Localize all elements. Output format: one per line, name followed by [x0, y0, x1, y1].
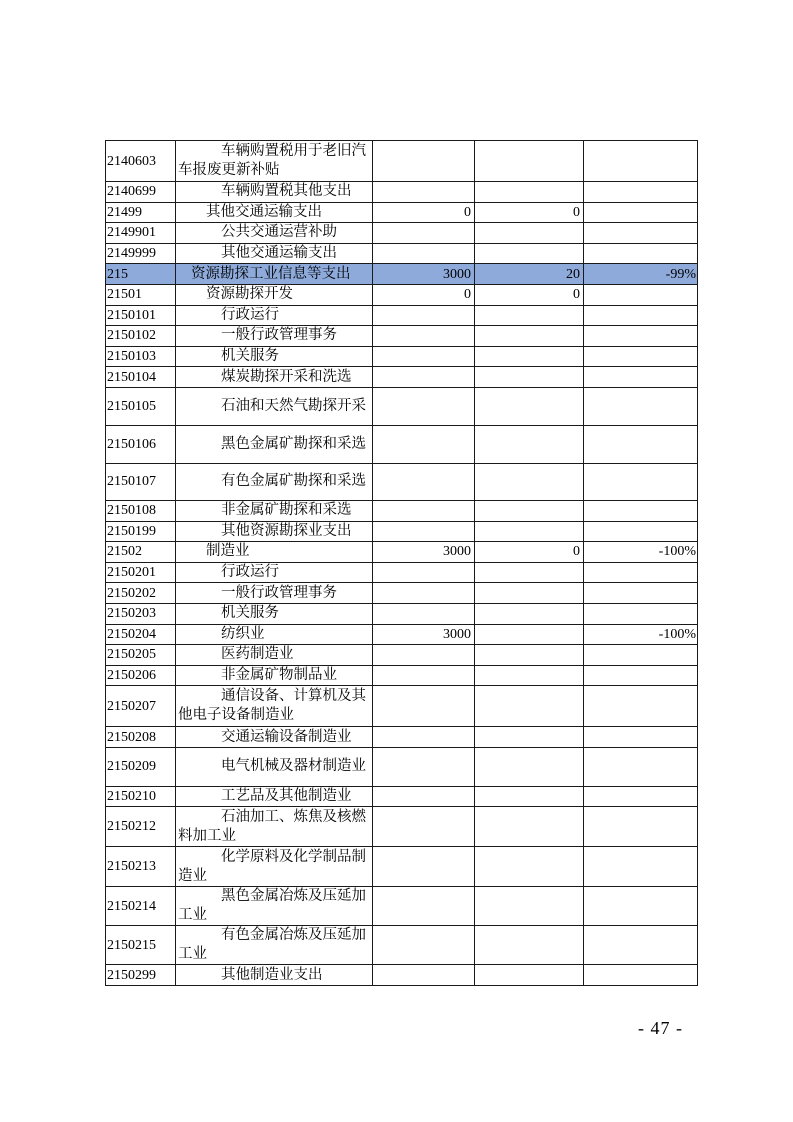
table-row — [106, 367, 698, 388]
change-cell — [584, 182, 698, 203]
table-row — [106, 141, 698, 182]
value1-cell — [373, 305, 475, 326]
name-cell: 行政运行 — [176, 305, 373, 326]
code-cell: 21502 — [106, 542, 176, 563]
code-cell: 2150103 — [106, 346, 176, 367]
change-cell — [584, 141, 698, 182]
name-cell: 非金属矿物制品业 — [176, 665, 373, 686]
name-cell: 黑色金属冶炼及压延加工业 — [176, 887, 373, 926]
code-cell: 2150204 — [106, 624, 176, 645]
value2-cell — [475, 665, 584, 686]
value2-cell — [475, 223, 584, 244]
value2-cell — [475, 786, 584, 807]
table-row — [106, 747, 698, 786]
name-cell: 其他交通运输支出 — [176, 243, 373, 264]
table-row — [106, 346, 698, 367]
change-cell — [584, 786, 698, 807]
change-cell — [584, 562, 698, 583]
name-cell: 交通运输设备制造业 — [176, 727, 373, 748]
table-row — [106, 786, 698, 807]
value1-cell: 0 — [373, 284, 475, 305]
table-row — [106, 284, 698, 305]
name-cell: 石油加工、炼焦及核燃料加工业 — [176, 807, 373, 847]
value1-cell: 3000 — [373, 264, 475, 285]
name-cell: 行政运行 — [176, 562, 373, 583]
value1-cell — [373, 603, 475, 624]
value2-cell — [475, 326, 584, 347]
change-cell — [584, 284, 698, 305]
value1-cell — [373, 926, 475, 965]
change-cell: -100% — [584, 624, 698, 645]
name-cell: 一般行政管理事务 — [176, 326, 373, 347]
name-cell: 车辆购置税其他支出 — [176, 182, 373, 203]
change-cell — [584, 727, 698, 748]
value1-cell — [373, 367, 475, 388]
code-cell: 2150212 — [106, 807, 176, 847]
table-row — [106, 223, 698, 244]
change-cell — [584, 202, 698, 223]
change-cell — [584, 747, 698, 786]
table-row — [106, 807, 698, 847]
change-cell — [584, 887, 698, 926]
change-cell — [584, 463, 698, 500]
change-cell — [584, 326, 698, 347]
table-row — [106, 202, 698, 223]
value1-cell — [373, 727, 475, 748]
name-cell: 资源勘探工业信息等支出 — [176, 264, 373, 285]
change-cell — [584, 603, 698, 624]
value1-cell — [373, 141, 475, 182]
table-row — [106, 624, 698, 645]
code-cell: 2150102 — [106, 326, 176, 347]
value2-cell — [475, 562, 584, 583]
change-cell — [584, 367, 698, 388]
value2-cell — [475, 387, 584, 425]
expenditure-table — [105, 140, 698, 986]
name-cell: 医药制造业 — [176, 645, 373, 666]
change-cell — [584, 346, 698, 367]
change-cell — [584, 243, 698, 264]
code-cell: 2140603 — [106, 141, 176, 182]
value1-cell: 0 — [373, 202, 475, 223]
change-cell — [584, 500, 698, 521]
table-row — [106, 182, 698, 203]
code-cell: 2150203 — [106, 603, 176, 624]
value2-cell — [475, 243, 584, 264]
value2-cell — [475, 367, 584, 388]
table-row — [106, 542, 698, 563]
table-row — [106, 926, 698, 965]
value1-cell — [373, 665, 475, 686]
value1-cell — [373, 182, 475, 203]
expenditure-table-body — [106, 141, 698, 986]
value2-cell — [475, 521, 584, 542]
name-cell: 电气机械及器材制造业 — [176, 747, 373, 786]
value2-cell — [475, 346, 584, 367]
value1-cell: 3000 — [373, 624, 475, 645]
change-cell — [584, 645, 698, 666]
code-cell: 2150299 — [106, 965, 176, 986]
code-cell: 2149901 — [106, 223, 176, 244]
name-cell: 非金属矿勘探和采选 — [176, 500, 373, 521]
change-cell — [584, 521, 698, 542]
value1-cell — [373, 747, 475, 786]
value2-cell — [475, 686, 584, 727]
table-row — [106, 305, 698, 326]
change-cell — [584, 305, 698, 326]
name-cell: 其他资源勘探业支出 — [176, 521, 373, 542]
code-cell: 21501 — [106, 284, 176, 305]
value1-cell — [373, 326, 475, 347]
table-row — [106, 264, 698, 285]
code-cell: 2150215 — [106, 926, 176, 965]
name-cell: 通信设备、计算机及其他电子设备制造业 — [176, 686, 373, 727]
value2-cell — [475, 603, 584, 624]
table-row — [106, 727, 698, 748]
code-cell: 215 — [106, 264, 176, 285]
value1-cell — [373, 243, 475, 264]
table-row — [106, 562, 698, 583]
value2-cell — [475, 583, 584, 604]
change-cell — [584, 425, 698, 463]
code-cell: 2150106 — [106, 425, 176, 463]
change-cell — [584, 387, 698, 425]
change-cell — [584, 965, 698, 986]
name-cell: 公共交通运营补助 — [176, 223, 373, 244]
value1-cell — [373, 887, 475, 926]
change-cell: -99% — [584, 264, 698, 285]
name-cell: 工艺品及其他制造业 — [176, 786, 373, 807]
value2-cell — [475, 305, 584, 326]
value2-cell — [475, 847, 584, 887]
value2-cell: 20 — [475, 264, 584, 285]
table-row — [106, 603, 698, 624]
table-row — [106, 645, 698, 666]
name-cell: 有色金属冶炼及压延加工业 — [176, 926, 373, 965]
table-row — [106, 583, 698, 604]
table-row — [106, 463, 698, 500]
table-row — [106, 387, 698, 425]
value2-cell: 0 — [475, 284, 584, 305]
value2-cell — [475, 182, 584, 203]
code-cell: 2150108 — [106, 500, 176, 521]
name-cell: 有色金属矿勘探和采选 — [176, 463, 373, 500]
name-cell: 一般行政管理事务 — [176, 583, 373, 604]
change-cell — [584, 926, 698, 965]
change-cell — [584, 686, 698, 727]
value1-cell — [373, 847, 475, 887]
name-cell: 机关服务 — [176, 346, 373, 367]
change-cell — [584, 583, 698, 604]
value1-cell — [373, 807, 475, 847]
change-cell — [584, 807, 698, 847]
code-cell: 2150206 — [106, 665, 176, 686]
value1-cell — [373, 562, 475, 583]
table-row — [106, 521, 698, 542]
code-cell: 21499 — [106, 202, 176, 223]
value2-cell — [475, 500, 584, 521]
table-row — [106, 243, 698, 264]
table-row — [106, 686, 698, 727]
code-cell: 2150104 — [106, 367, 176, 388]
value2-cell — [475, 887, 584, 926]
name-cell: 煤炭勘探开采和洗选 — [176, 367, 373, 388]
value1-cell — [373, 521, 475, 542]
name-cell: 资源勘探开发 — [176, 284, 373, 305]
value2-cell: 0 — [475, 542, 584, 563]
value2-cell — [475, 727, 584, 748]
code-cell: 2150207 — [106, 686, 176, 727]
value1-cell: 3000 — [373, 542, 475, 563]
change-cell — [584, 665, 698, 686]
change-cell: -100% — [584, 542, 698, 563]
code-cell: 2150201 — [106, 562, 176, 583]
value2-cell — [475, 965, 584, 986]
value1-cell — [373, 463, 475, 500]
value1-cell — [373, 387, 475, 425]
code-cell: 2150107 — [106, 463, 176, 500]
value1-cell — [373, 965, 475, 986]
name-cell: 车辆购置税用于老旧汽车报废更新补贴 — [176, 141, 373, 182]
name-cell: 纺织业 — [176, 624, 373, 645]
value2-cell — [475, 807, 584, 847]
table-row — [106, 326, 698, 347]
code-cell: 2150208 — [106, 727, 176, 748]
table-row — [106, 425, 698, 463]
value1-cell — [373, 686, 475, 727]
name-cell: 其他交通运输支出 — [176, 202, 373, 223]
value1-cell — [373, 786, 475, 807]
value2-cell — [475, 624, 584, 645]
value2-cell — [475, 463, 584, 500]
code-cell: 2150210 — [106, 786, 176, 807]
change-cell — [584, 847, 698, 887]
table-row — [106, 887, 698, 926]
code-cell: 2150213 — [106, 847, 176, 887]
change-cell — [584, 223, 698, 244]
value1-cell — [373, 425, 475, 463]
name-cell: 制造业 — [176, 542, 373, 563]
code-cell: 2140699 — [106, 182, 176, 203]
value2-cell — [475, 926, 584, 965]
value1-cell — [373, 645, 475, 666]
code-cell: 2150105 — [106, 387, 176, 425]
table-row — [106, 847, 698, 887]
value1-cell — [373, 500, 475, 521]
code-cell: 2150202 — [106, 583, 176, 604]
value1-cell — [373, 223, 475, 244]
name-cell: 黑色金属矿勘探和采选 — [176, 425, 373, 463]
name-cell: 其他制造业支出 — [176, 965, 373, 986]
name-cell: 机关服务 — [176, 603, 373, 624]
table-row — [106, 665, 698, 686]
code-cell: 2150101 — [106, 305, 176, 326]
code-cell: 2149999 — [106, 243, 176, 264]
code-cell: 2150209 — [106, 747, 176, 786]
name-cell: 石油和天然气勘探开采 — [176, 387, 373, 425]
code-cell: 2150214 — [106, 887, 176, 926]
code-cell: 2150199 — [106, 521, 176, 542]
value1-cell — [373, 583, 475, 604]
code-cell: 2150205 — [106, 645, 176, 666]
value2-cell — [475, 425, 584, 463]
table-row — [106, 965, 698, 986]
value2-cell: 0 — [475, 202, 584, 223]
page-number: - 47 - — [638, 1018, 683, 1038]
name-cell: 化学原料及化学制品制造业 — [176, 847, 373, 887]
value1-cell — [373, 346, 475, 367]
value2-cell — [475, 747, 584, 786]
value2-cell — [475, 645, 584, 666]
value2-cell — [475, 141, 584, 182]
table-row — [106, 500, 698, 521]
